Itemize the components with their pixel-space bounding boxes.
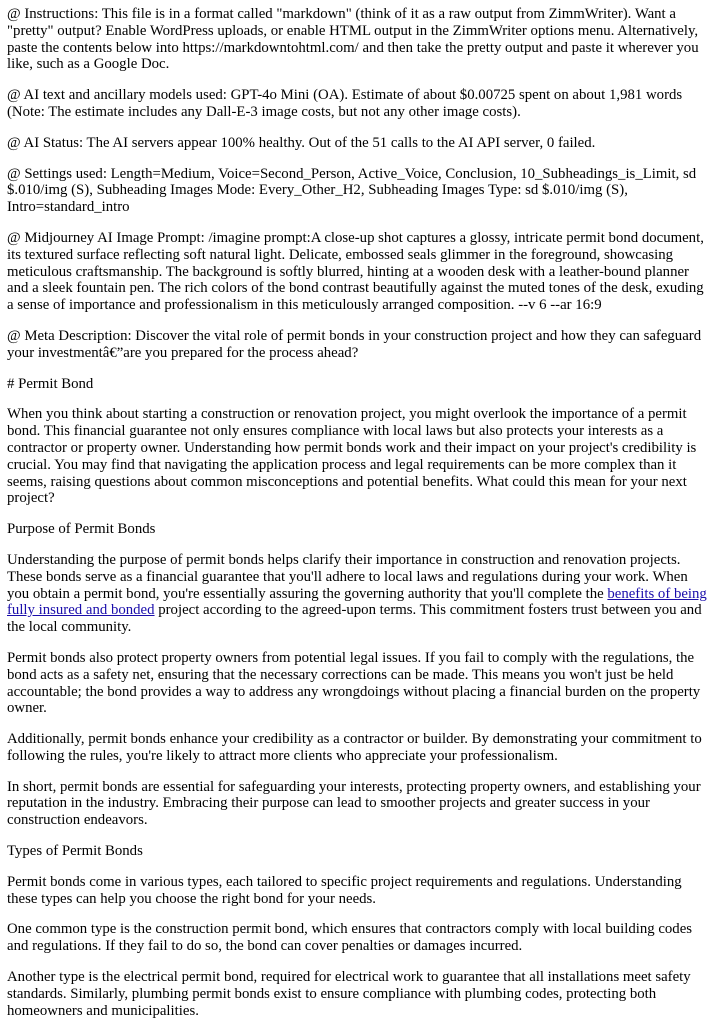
instructions-note: @ Instructions: This file is in a format called "markdown" (think of it as a raw output from ZimmWriter). Want a "pretty" output? Enable WordPress uploads, or enable HTML output in the ZimmWriter options menu. Alternatively, paste the contents below into https://markdowntohtml.com/ and then take the pretty output and paste it wherever you like, such as a Google Doc.	[7, 6, 699, 73]
purpose-paragraph-1-end: project according to the agreed-upon terms. This commitment fosters trust between you and the local community.	[7, 602, 702, 636]
types-paragraph-3: Another type is the electrical permit bond, required for electrical work to guarantee that all installations meet safety standards. Similarly, plumbing permit bonds exist to ensure compliance with plumbing codes, protecting both homeowners and municipalities.	[7, 969, 691, 1019]
purpose-paragraph-2: Permit bonds also protect property owners from potential legal issues. If you fail to comply with the regulations, the bond acts as a safety net, ensuring that the necessary corrections can be made. This means you won't just be held accountable; the bond provides a way to address any wrongdoings without placing a financial burden on the property owner.	[7, 649, 701, 717]
heading-types: Types of Permit Bonds	[7, 843, 143, 860]
purpose-paragraph-1	[7, 552, 713, 636]
purpose-paragraph-1-start: Understanding the purpose of permit bonds helps clarify their importance in construction and renovation projects. These bonds serve as a financial guarantee that you'll adhere to local laws and regulations during your work. When you obtain a permit bond, you're essentially assuring the governing authority that you'll complete the	[7, 551, 688, 602]
document-title: # Permit Bond	[7, 375, 94, 392]
heading-purpose: Purpose of Permit Bonds	[7, 521, 156, 538]
settings-note: @ Settings used: Length=Medium, Voice=Second_Person, Active_Voice, Conclusion, 10_Subheadings_is_Limit, sd $.010/img (S), Subheading Images Mode: Every_Other_H2, Subheading Images Type: sd $.010/img (S), Intro=standard_intro	[7, 165, 697, 216]
models-note: @ AI text and ancillary models used: GPT-4o Mini (OA). Estimate of about $0.00725 spent on about 1,981 words (Note: The estimate includes any Dall-E-3 image costs, but not any other image costs).	[7, 87, 683, 120]
intro-paragraph: When you think about starting a construction or renovation project, you might overlook the importance of a permit bond. This financial guarantee not only ensures compliance with local laws but also protects your interests as a contractor or property owner. Understanding how permit bonds work and their impact on your project's credibility is crucial. You may find that navigating the application process and legal requirements can be more complex than it seems, raising questions about common misconceptions and potential benefits. What could this mean for your next project?	[7, 406, 697, 507]
midjourney-prompt-note: @ Midjourney AI Image Prompt: /imagine prompt:A close-up shot captures a glossy, intricate permit bond document, its textured surface reflecting soft natural light. Delicate, embossed seals glimmer in the foreground, showcasing meticulous craftsmanship. The background is softly blurred, hinting at a wooden desk with a leather-bound planner and a sleek fountain pen. The rich colors of the bond contrast beautifully against the muted tones of the desk, exuding a sense of importance and professionalism in this meticulously arranged composition. --v 6 --ar 16:9	[7, 229, 704, 314]
purpose-paragraph-3: Additionally, permit bonds enhance your credibility as a contractor or builder. By demonstrating your commitment to following the rules, you're likely to attract more clients who appreciate your professionalism.	[7, 731, 702, 764]
types-paragraph-2: One common type is the construction permit bond, which ensures that contractors comply with local building codes and regulations. If they fail to do so, the bond can cover penalties or damages incurred.	[7, 921, 693, 955]
insured-bonded-link[interactable]: benefits of being fully insured and bonded	[7, 585, 707, 619]
types-paragraph-1: Permit bonds come in various types, each tailored to specific project requirements and regulations. Understanding these types can help you choose the right bond for your needs.	[7, 873, 682, 907]
purpose-paragraph-4: In short, permit bonds are essential for safeguarding your interests, protecting property owners, and establishing your reputation in the industry. Embracing their purpose can lead to smoother projects and greater success in your construction endeavors.	[7, 778, 701, 829]
meta-description-note: @ Meta Description: Discover the vital role of permit bonds in your construction project and how they can safeguard your investmentâ€”are you prepared for the process ahead?	[7, 327, 702, 361]
status-note: @ AI Status: The AI servers appear 100% healthy. Out of the 51 calls to the AI API server, 0 failed.	[7, 134, 596, 151]
